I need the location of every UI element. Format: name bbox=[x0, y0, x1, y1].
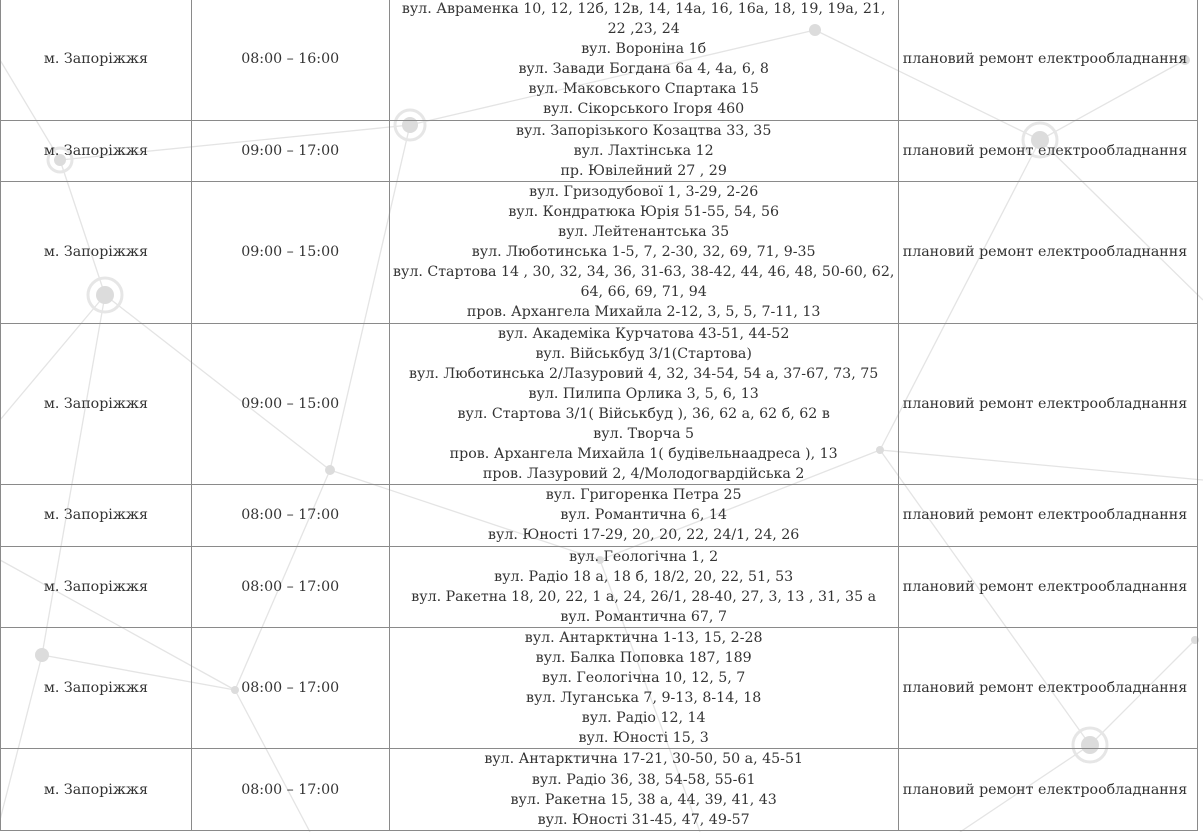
table-row bbox=[1, 749, 1198, 830]
address-line: вул. Геологічна 1, 2 bbox=[569, 548, 719, 565]
table-row bbox=[1, 546, 1198, 627]
time-cell: 09:00 – 15:00 bbox=[191, 323, 389, 485]
city-cell: м. Запоріжжя bbox=[1, 323, 192, 485]
table-row bbox=[1, 627, 1198, 749]
address-line: вул. Стартова 14 , 30, 32, 34, 36, 31-63, 38-42, 44, 46, 48, 50-60, 62, 64, 66, 69, 71, 94 bbox=[392, 264, 895, 301]
address-line: пр. Ювілейний 27 , 29 bbox=[560, 162, 727, 179]
address-line: вул. Академіка Курчатова 43-51, 44-52 bbox=[497, 325, 790, 342]
time-cell: 08:00 – 16:00 bbox=[191, 0, 389, 120]
address-line: вул. Романтична 6, 14 bbox=[560, 507, 727, 524]
city-cell: м. Запоріжжя bbox=[1, 0, 192, 120]
address-line: вул. Ракетна 15, 38 а, 44, 39, 41, 43 bbox=[510, 791, 777, 808]
address-line: пров. Архангела Михайла 2-12, 3, 5, 5, 7-11, 13 bbox=[466, 304, 821, 321]
address-line: вул. Лейтенантська 35 bbox=[558, 224, 730, 241]
city-cell: м. Запоріжжя bbox=[1, 627, 192, 749]
address-line: вул. Антарктична 1-13, 15, 2-28 bbox=[524, 629, 763, 646]
city-cell: м. Запоріжжя bbox=[1, 120, 192, 181]
address-line: вул. Запорізького Козацтва 33, 35 bbox=[515, 122, 772, 139]
address-line: вул. Військбуд 3/1(Стартова) bbox=[535, 345, 752, 362]
address-line: вул. Антарктична 17-21, 30-50, 50 а, 45-51 bbox=[484, 751, 804, 768]
address-line: вул. Завади Богдана 6а 4, 4а, 6, 8 bbox=[518, 61, 769, 78]
reason-cell: плановий ремонт електрообладнання bbox=[898, 0, 1197, 120]
reason-cell: плановий ремонт електрообладнання bbox=[898, 120, 1197, 181]
time-cell: 09:00 – 15:00 bbox=[191, 181, 389, 323]
table-row bbox=[1, 0, 1198, 120]
addresses-cell bbox=[389, 120, 898, 181]
reason-cell: плановий ремонт електрообладнання bbox=[898, 749, 1197, 830]
address-line: вул. Творча 5 bbox=[593, 425, 695, 442]
address-line: вул. Радіо 36, 38, 54-58, 55-61 bbox=[531, 771, 756, 788]
reason-cell: плановий ремонт електрообладнання bbox=[898, 627, 1197, 749]
time-cell: 09:00 – 17:00 bbox=[191, 120, 389, 181]
addresses-cell bbox=[389, 0, 898, 120]
time-cell: 08:00 – 17:00 bbox=[191, 749, 389, 830]
address-line: вул. Маковського Спартака 15 bbox=[528, 81, 759, 98]
address-line: вул. Балка Поповка 187, 189 bbox=[535, 650, 752, 666]
address-line: вул. Геологічна 10, 12, 5, 7 bbox=[542, 670, 746, 687]
address-line: вул. Сікорського Ігоря 460 bbox=[543, 101, 745, 118]
address-line: вул. Кондратюка Юрія 51-55, 54, 56 bbox=[508, 203, 780, 220]
addresses-cell bbox=[389, 181, 898, 323]
time-cell: 08:00 – 17:00 bbox=[191, 627, 389, 749]
addresses-cell bbox=[389, 627, 898, 749]
city-cell: м. Запоріжжя bbox=[1, 485, 192, 546]
time-cell: 08:00 – 17:00 bbox=[191, 485, 389, 546]
addresses-cell bbox=[389, 749, 898, 830]
address-line: вул. Пилипа Орлика 3, 5, 6, 13 bbox=[528, 385, 759, 402]
address-line: вул. Люботинська 2/Лазуровий 4, 32, 34-54, 54 а, 37-67, 73, 75 bbox=[409, 365, 879, 382]
time-cell: 08:00 – 17:00 bbox=[191, 546, 389, 627]
address-line: вул. Лахтінська 12 bbox=[573, 142, 714, 159]
address-line: вул. Луганська 7, 9-13, 8-14, 18 bbox=[526, 690, 762, 707]
address-line: вул. Гризодубової 1, 3-29, 2-26 bbox=[529, 183, 759, 200]
addresses-cell bbox=[389, 485, 898, 546]
address-line: пров. Архангела Михайла 1( будівельнаадреса ), 13 bbox=[449, 446, 838, 463]
address-line: вул. Юності 17-29, 20, 20, 22, 24/1, 24, 26 bbox=[488, 527, 800, 544]
reason-cell: плановий ремонт електрообладнання bbox=[898, 181, 1197, 323]
address-line: вул. Романтична 67, 7 bbox=[560, 608, 727, 625]
addresses-cell bbox=[389, 323, 898, 485]
address-line: вул. Стартова 3/1( Військбуд ), 36, 62 а, 62 б, 62 в bbox=[457, 405, 830, 422]
table-row bbox=[1, 181, 1198, 323]
address-line: вул. Юності 31-45, 47, 49-57 bbox=[537, 811, 750, 828]
address-line: вул. Вороніна 1б bbox=[581, 41, 707, 58]
reason-cell: плановий ремонт електрообладнання bbox=[898, 323, 1197, 485]
reason-cell: плановий ремонт електрообладнання bbox=[898, 485, 1197, 546]
address-line: вул. Авраменка 10, 12, 12б, 12в, 14, 14а, 16, 16а, 18, 19, 19а, 21, 22 ,23, 24 bbox=[401, 1, 886, 38]
address-line: вул. Радіо 18 а, 18 б, 18/2, 20, 22, 51, 53 bbox=[494, 568, 794, 585]
address-line: вул. Григоренка Петра 25 bbox=[545, 487, 742, 504]
address-line: вул. Юності 15, 3 bbox=[578, 730, 709, 747]
address-line: вул. Ракетна 18, 20, 22, 1 а, 24, 26/1, 28-40, 27, 3, 13 , 31, 35 а bbox=[411, 588, 877, 605]
city-cell: м. Запоріжжя bbox=[1, 749, 192, 830]
city-cell: м. Запоріжжя bbox=[1, 546, 192, 627]
address-line: вул. Люботинська 1-5, 7, 2-30, 32, 69, 71, 9-35 bbox=[471, 244, 816, 261]
address-line: вул. Радіо 12, 14 bbox=[581, 710, 706, 727]
table-row bbox=[1, 120, 1198, 181]
reason-cell: плановий ремонт електрообладнання bbox=[898, 546, 1197, 627]
address-line: пров. Лазуровий 2, 4/Молодогвардійська 2 bbox=[482, 466, 805, 483]
table-row bbox=[1, 485, 1198, 546]
city-cell: м. Запоріжжя bbox=[1, 181, 192, 323]
table-row bbox=[1, 323, 1198, 485]
addresses-cell bbox=[389, 546, 898, 627]
